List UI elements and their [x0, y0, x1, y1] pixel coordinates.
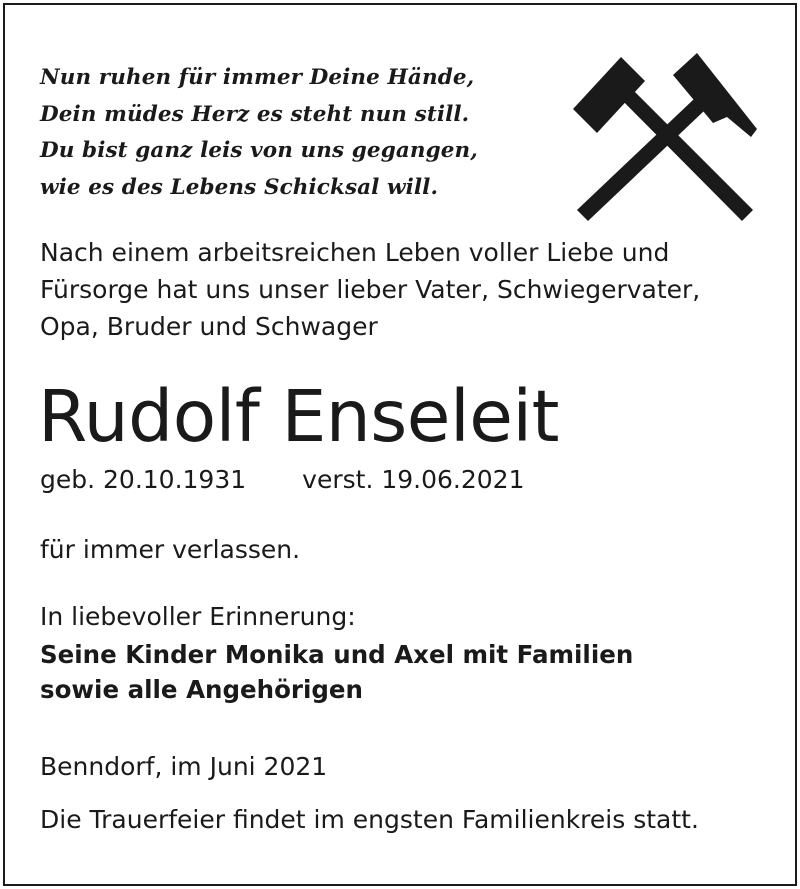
- leave-text: für immer verlassen.: [40, 535, 301, 564]
- memorial-poem: [40, 60, 478, 206]
- poem-line: Nun ruhen für immer Deine Hände,: [40, 65, 475, 90]
- memory-label: In liebevoller Erinnerung:: [40, 602, 356, 631]
- poem-line: Du bist ganz leis von uns gegangen,: [40, 138, 478, 163]
- intro-text: [40, 234, 700, 345]
- birth-date: geb. 20.10.1931: [40, 465, 247, 494]
- place-and-date: Benndorf, im Juni 2021: [40, 752, 328, 781]
- poem-line: Dein müdes Herz es steht nun still.: [40, 101, 470, 127]
- mourners-line: sowie alle Angehörigen: [40, 675, 363, 704]
- mourners-line: Seine Kinder Monika und Axel mit Familien: [40, 640, 634, 669]
- poem-line: wie es des Lebens Schicksal will.: [40, 174, 439, 200]
- mourners: [40, 637, 633, 707]
- intro-line: Opa, Bruder und Schwager: [40, 312, 378, 341]
- funeral-note: Die Trauerfeier findet im engsten Familienkreis statt.: [40, 805, 699, 834]
- death-date: verst. 19.06.2021: [302, 465, 525, 494]
- intro-line: Fürsorge hat uns unser lieber Vater, Schwiegervater,: [40, 275, 701, 304]
- intro-line: Nach einem arbeitsreichen Leben voller Liebe und: [40, 238, 670, 267]
- deceased-name: Rudolf Enseleit: [38, 375, 559, 458]
- life-dates: [40, 463, 524, 497]
- hammer-and-pick-icon: [565, 45, 765, 225]
